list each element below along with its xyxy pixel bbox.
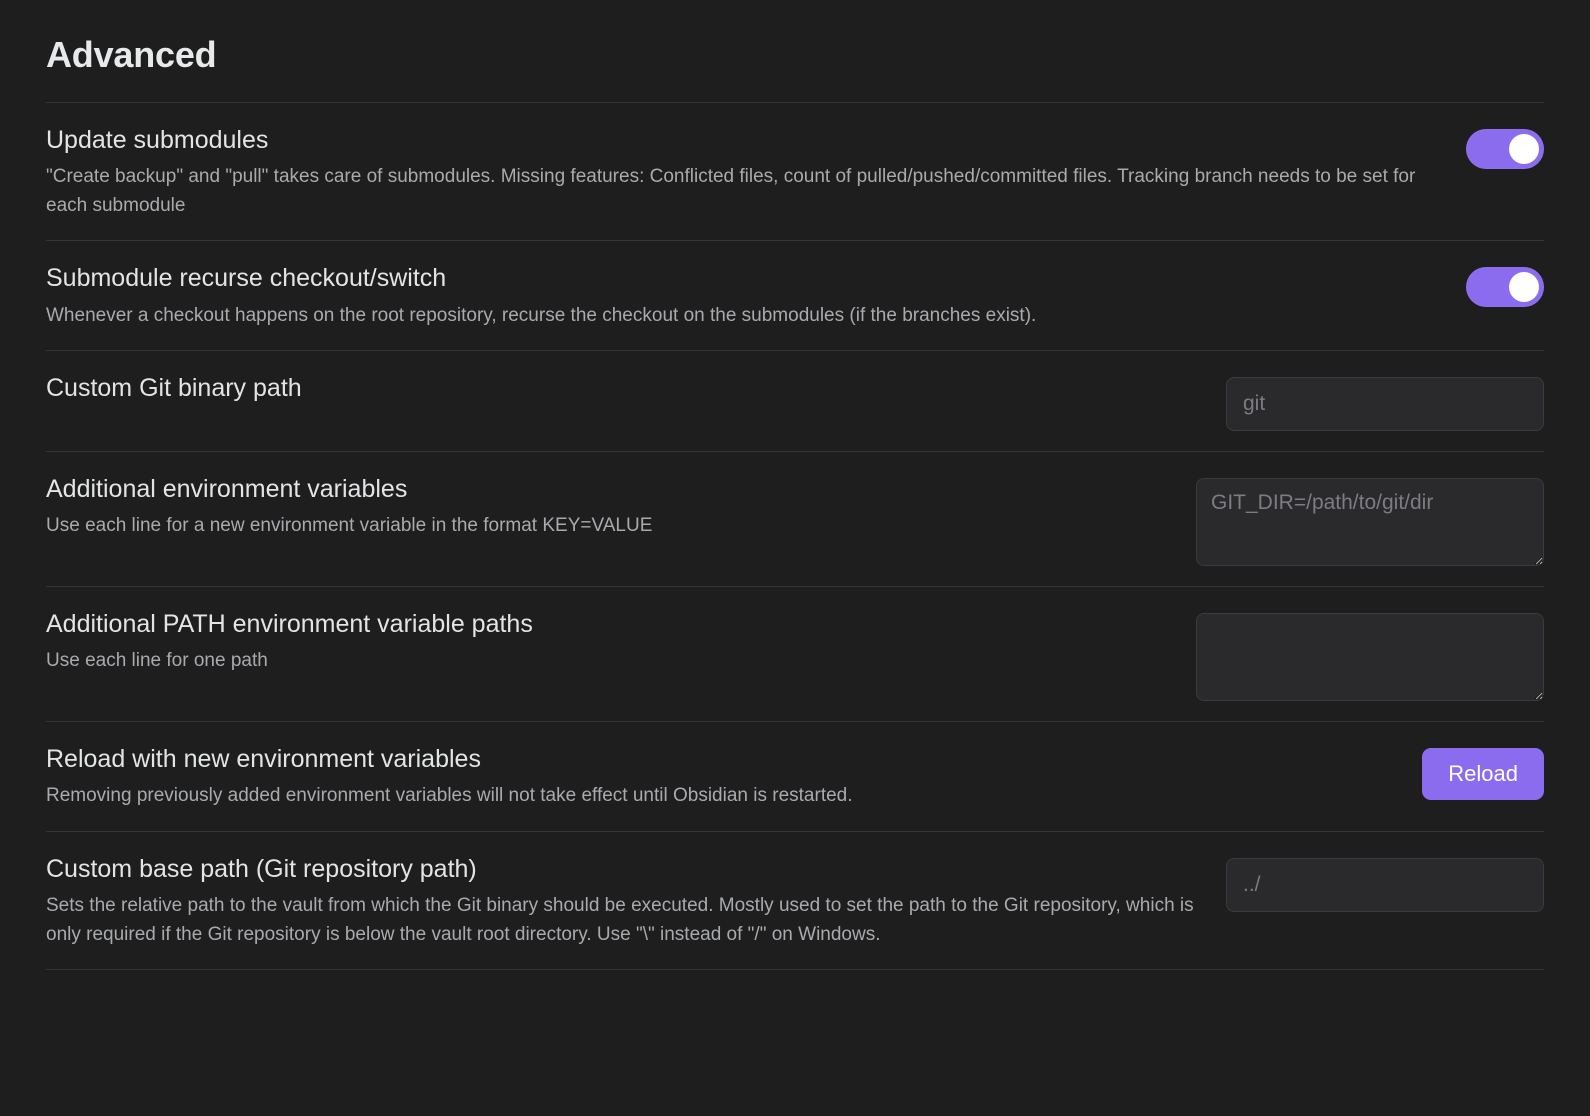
setting-item-update-submodules [46, 102, 1544, 240]
toggle-submodule-recurse-checkout[interactable] [1466, 267, 1544, 307]
setting-info [46, 373, 1202, 404]
setting-info [46, 125, 1442, 220]
setting-description: Removing previously added environment variables will not take effect until Obsidian is restarted. [46, 785, 853, 807]
setting-control [1422, 744, 1544, 800]
setting-info [46, 474, 1172, 541]
setting-item-reload-environment-variables [46, 721, 1544, 831]
setting-description: Whenever a checkout happens on the root repository, recurse the checkout on the submodules (if the branches exist). [46, 304, 1037, 326]
setting-item-custom-git-binary-path [46, 350, 1544, 451]
additional-path-env-variable-paths-textarea[interactable] [1196, 613, 1544, 701]
setting-control [1226, 854, 1544, 912]
additional-env-variables-textarea[interactable] [1196, 478, 1544, 566]
setting-description: Sets the relative path to the vault from which the Git binary should be executed. Mostly used to set the path to the Git repository, which is only required if the Git repository is below the vault root directory. Use "\" instead of "/" on Windows. [46, 895, 1194, 945]
setting-control [1466, 125, 1544, 169]
custom-base-path-input[interactable] [1226, 858, 1544, 912]
setting-control [1466, 263, 1544, 307]
setting-name: Custom Git binary path [46, 374, 302, 402]
setting-name: Additional PATH environment variable paths [46, 610, 533, 638]
toggle-update-submodules[interactable] [1466, 129, 1544, 169]
toggle-knob-icon [1509, 134, 1539, 164]
setting-item-additional-env-variables [46, 451, 1544, 586]
setting-name: Reload with new environment variables [46, 745, 481, 773]
setting-name: Submodule recurse checkout/switch [46, 264, 447, 293]
setting-description: "Create backup" and "pull" takes care of submodules. Missing features: Conflicted files, count of pulled/pushed/committed files. Tracking branch needs to be set for each submodule [46, 166, 1416, 216]
toggle-knob-icon [1509, 272, 1539, 302]
setting-item-custom-base-path [46, 831, 1544, 969]
setting-info [46, 263, 1442, 330]
setting-description: Use each line for one path [46, 650, 268, 672]
setting-control [1196, 474, 1544, 566]
reload-button[interactable]: Reload [1422, 748, 1544, 800]
setting-info [46, 609, 1172, 676]
setting-name: Custom base path (Git repository path) [46, 854, 477, 883]
setting-info [46, 854, 1202, 949]
bottom-divider [46, 969, 1544, 970]
setting-item-submodule-recurse-checkout [46, 240, 1544, 350]
setting-info [46, 744, 1398, 811]
page-title: Advanced [46, 34, 217, 75]
custom-git-binary-path-input[interactable] [1226, 377, 1544, 431]
setting-control [1196, 609, 1544, 701]
setting-name: Update submodules [46, 126, 269, 154]
setting-description: Use each line for a new environment variable in the format KEY=VALUE [46, 515, 653, 537]
setting-control [1226, 373, 1544, 431]
setting-name: Additional environment variables [46, 475, 408, 503]
setting-item-additional-path-env-variable-paths [46, 586, 1544, 721]
